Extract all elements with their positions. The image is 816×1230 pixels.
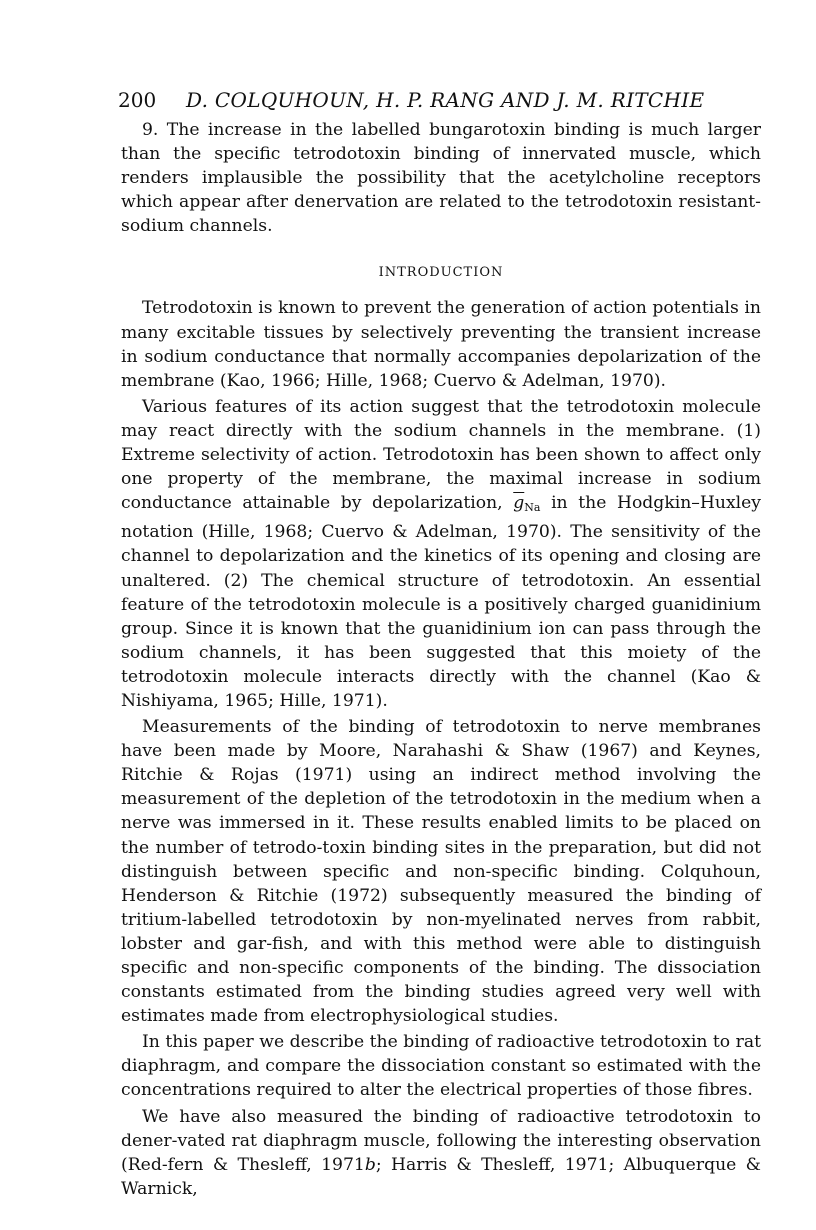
conductance-symbol: $\overline{g}$: [513, 493, 525, 514]
intro-paragraph-5: [121, 1105, 761, 1201]
intro-paragraph-5-text-b: ; Harris & Thesleff, 1971; Albuquerque & Warnick,: [121, 1154, 761, 1199]
intro-paragraph-5-text-a: We have also measured the binding of radioactive tetrodotoxin to dener-vated rat diaphragm muscle, following the interesting observation (Red-fern & Thesleff, 1971: [121, 1106, 761, 1175]
page-number: 200: [118, 88, 157, 112]
running-header: [118, 86, 758, 114]
intro-paragraph-3: Measurements of the binding of tetrodotoxin to nerve membranes have been made by Moore, Narahashi & Shaw (1967) and Keynes, Ritchie & Rojas (1971) using an indirect method involving the measurement of the depletion of the tetrodotoxin in the medium when a nerve was immersed in it. These results enabled limits to be placed on the number of tetrodo-toxin binding sites in the preparation, but did not distinguish between specific and non-specific binding. Colquhoun, Henderson & Ritchie (1972) subsequently measured the binding of tritium-labelled tetrodotoxin by non-myelinated nerves from rabbit, lobster and gar-fish, and with this method were able to distinguish specific and non-specific components of the binding. The dissociation constants estimated from the binding studies agreed very well with estimates made from electrophysiological studies.: [121, 717, 761, 1027]
running-header-authors: D. COLQUHOUN, H. P. RANG AND J. M. RITCHIE: [186, 88, 705, 112]
summary-item-9: 9. The increase in the labelled bungarotoxin binding is much larger than the specific tetrodotoxin binding of innervated muscle, which renders implausible the possibility that the acetylcholine receptors which appear after denervation are related to the tetrodotoxin resistant-sodium channels.: [121, 120, 761, 237]
intro-paragraph-2-text-b: in the Hodgkin–Huxley notation (Hille, 1968; Cuervo & Adelman, 1970). The sensitivity of the channel to depolarization and the kinetics of its opening and closing are unaltered. (2) The chemical structure of tetrodotoxin. An essential feature of the tetrodotoxin molecule is a positively charged guanidinium group. Since it is known that the guanidinium ion can pass through the sodium channels, it has been suggested that this moiety of the tetrodotoxin molecule interacts directly with the channel (Kao & Nishiyama, 1965; Hille, 1971).: [121, 493, 762, 711]
citation-suffix: b: [364, 1154, 376, 1175]
intro-paragraph-1: Tetrodotoxin is known to prevent the generation of action potentials in many excitable tissues by selectively preventing the transient increase in sodium conductance that normally accompanies depolarization of the membrane (Kao, 1966; Hille, 1968; Cuervo & Adelman, 1970).: [121, 298, 761, 391]
intro-paragraph-2-text-a: Various features of its action suggest that the tetrodotoxin molecule may react directly with the sodium channels in the membrane. (1) Extreme selectivity of action. Tetrodotoxin has been shown to affect only one property of the membrane, the maximal increase in sodium conductance attainable by depolarization,: [121, 396, 761, 514]
section-heading-introduction: INTRODUCTION: [378, 265, 504, 281]
intro-paragraph-4: In this paper we describe the binding of radioactive tetrodotoxin to rat diaphragm, and compare the dissociation constant so estimated with the concentrations required to alter the electrical properties of those fibres.: [121, 1032, 761, 1101]
body-text: [121, 118, 761, 1201]
intro-paragraph-2: [121, 395, 761, 713]
conductance-subscript: Na: [524, 501, 541, 515]
